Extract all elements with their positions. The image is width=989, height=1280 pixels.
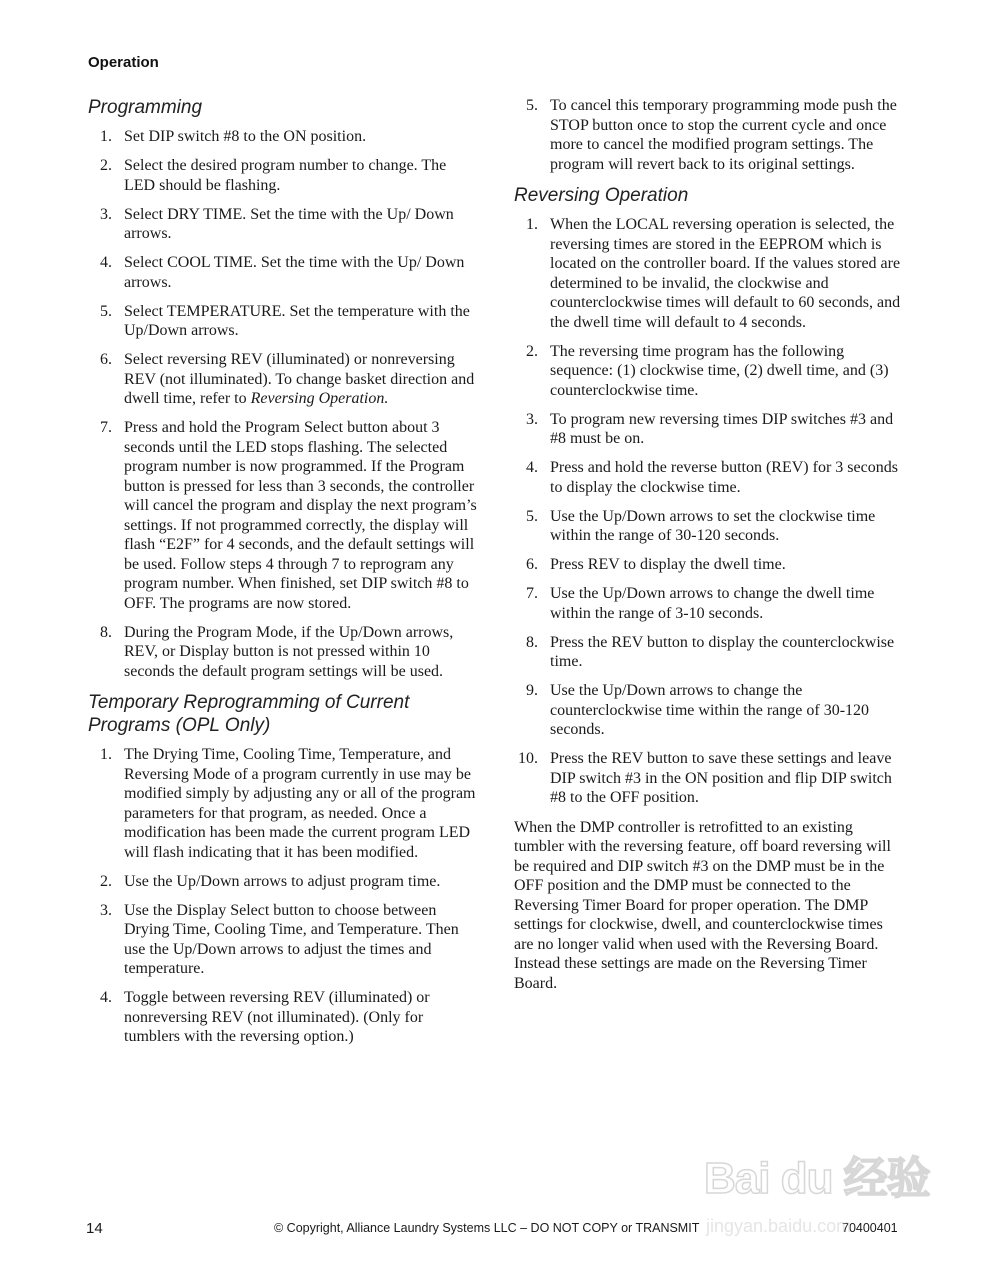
list-item: 8. During the Program Mode, if the Up/Down arrows, REV, or Display button is not pressed within 10 seconds the default program settings will be used. xyxy=(100,623,454,680)
right-column xyxy=(514,96,906,993)
watermark-logo: Bai du 经验 xyxy=(704,1154,930,1203)
copyright-notice: © Copyright, Alliance Laundry Systems LLC – DO NOT COPY or TRANSMIT xyxy=(274,1221,700,1235)
cross-reference: Reversing Operation. xyxy=(250,390,389,407)
section-header: Operation xyxy=(88,54,159,71)
document-number: 70400401 xyxy=(842,1221,898,1235)
list-item: 5. To cancel this temporary programming mode push the STOP button once to stop the current cycle and once more to cancel the modified program settings. The program will revert back to its original settings. xyxy=(526,97,897,173)
list-item: 2. Use the Up/Down arrows to adjust program time. xyxy=(100,872,441,890)
page-number: 14 xyxy=(86,1220,103,1237)
temporary-heading: Temporary Reprogramming of Current Programs (OPL Only) xyxy=(88,692,410,736)
list-item: 10. Press the REV button to save these settings and leave DIP switch #3 in the ON position and flip DIP switch #8 to the OFF position. xyxy=(518,750,892,806)
programming-heading: Programming xyxy=(88,97,203,118)
list-item: 5. Use the Up/Down arrows to set the clockwise time within the range of 30-120 seconds. xyxy=(526,507,876,544)
watermark-url: jingyan.baidu.com xyxy=(706,1216,852,1236)
list-item: 9. Use the Up/Down arrows to change the counterclockwise time within the range of 30-120 seconds. xyxy=(526,682,870,738)
programming-steps xyxy=(88,127,480,681)
list-item: 4. Press and hold the reverse button (REV) for 3 seconds to display the clockwise time. xyxy=(526,459,898,496)
reversing-note: When the DMP controller is retrofitted to an existing tumbler with the reversing feature, off board reversing will be required and DIP switch #3 on the DMP must be in the OFF position and the DMP must be connected to the Reversing Timer Board for proper operation. The DMP settings for clockwise, dwell, and counterclockwise times are no longer valid when used with the Reversing Board. Instead these settings are made on the Reversing Timer Board. xyxy=(514,818,891,992)
list-item: 2. The reversing time program has the following sequence: (1) clockwise time, (2) dwell time, and (3) counterclockwise time. xyxy=(526,342,889,399)
list-item: 2. Select the desired program number to change. The LED should be flashing. xyxy=(100,157,447,194)
temporary-steps-continued xyxy=(514,96,906,174)
list-item: 6. Select reversing REV (illuminated) or nonreversing REV (not illuminated). To change basket direction and dwell time, refer to Reversing Operation. xyxy=(100,351,475,407)
list-item: 3. Select DRY TIME. Set the time with the Up/ Down arrows. xyxy=(100,205,454,242)
list-item: 1. When the LOCAL reversing operation is selected, the reversing times are stored in the EEPROM which is located on the controller board. If the values stored are determined to be invalid, the clockwise and counterclockwise times will default to 60 seconds, and the dwell time will default to 4 seconds. xyxy=(526,216,901,331)
list-item: 1. Set DIP switch #8 to the ON position. xyxy=(100,128,367,145)
baidu-watermark xyxy=(700,1132,940,1252)
list-item: 4. Toggle between reversing REV (illuminated) or nonreversing REV (not illuminated). (Only for tumblers with the reversing option.) xyxy=(100,989,430,1045)
list-item: 3. Use the Display Select button to choose between Drying Time, Cooling Time, and Temperature. Then use the Up/Down arrows to adjust the times and temperature. xyxy=(100,901,459,977)
list-item: 8. Press the REV button to display the counterclockwise time. xyxy=(526,633,895,670)
reversing-steps xyxy=(514,215,906,808)
list-item: 7. Press and hold the Program Select button about 3 seconds until the LED stops flashing. The selected program number is now programmed. If the Program button is pressed for less than 3 seconds, the controller will cancel the program and display the next program’s settings. If not programmed correctly, the display will flash “E2F” for 4 seconds, and the default settings will be used. Follow steps 4 through 7 to reprogram any program number. When finished, set DIP switch #8 to OFF. The programs are now stored. xyxy=(100,419,477,612)
list-item: 7. Use the Up/Down arrows to change the dwell time within the range of 3-10 seconds. xyxy=(526,585,875,622)
list-item: 3. To program new reversing times DIP switches #3 and #8 must be on. xyxy=(526,410,894,447)
list-item: 5. Select TEMPERATURE. Set the temperature with the Up/Down arrows. xyxy=(100,302,470,339)
left-column xyxy=(88,96,480,1057)
reversing-heading: Reversing Operation xyxy=(514,185,689,206)
temporary-steps xyxy=(88,745,480,1047)
list-item: 1. The Drying Time, Cooling Time, Temperature, and Reversing Mode of a program currently in use may be modified simply by adjusting any or all of the program parameters for that program, as needed. Once a modification has been made the current program LED will flash indicating that it has been modified. xyxy=(100,746,476,861)
list-item: 6. Press REV to display the dwell time. xyxy=(526,556,786,573)
list-item: 4. Select COOL TIME. Set the time with the Up/ Down arrows. xyxy=(100,254,465,291)
